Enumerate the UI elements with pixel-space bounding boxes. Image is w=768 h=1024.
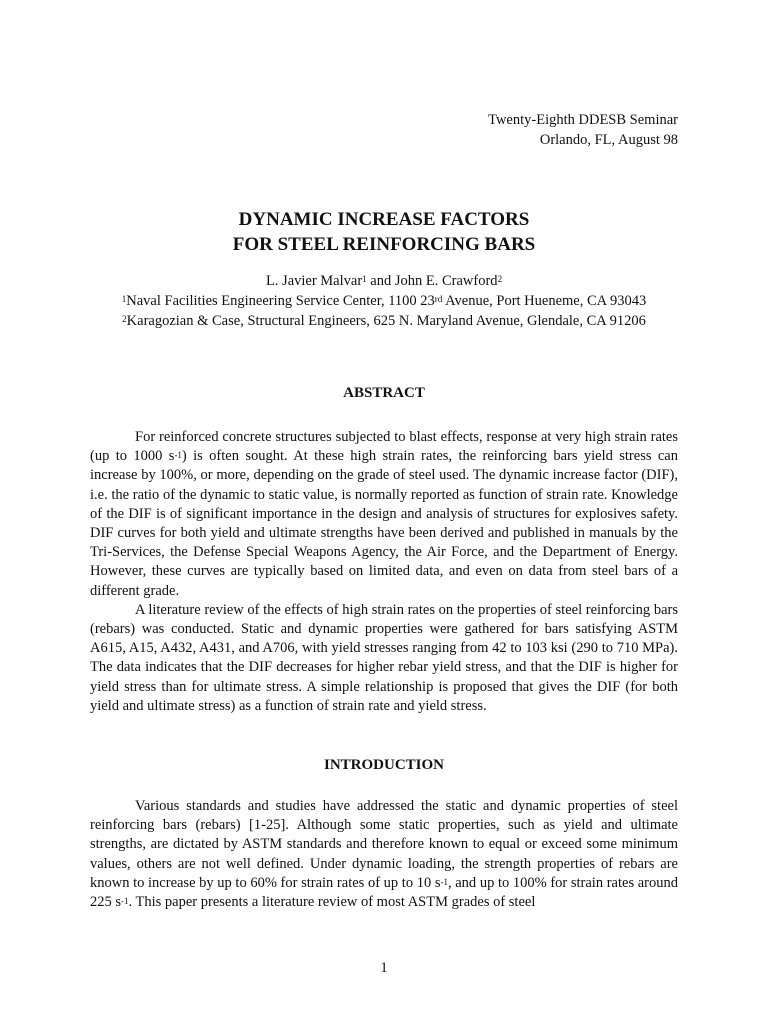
author-1-mark: 1	[362, 274, 367, 284]
abstract-p1-exponent: -1	[174, 450, 182, 461]
introduction-body	[90, 797, 678, 912]
seminar-name: Twenty-Eighth DDESB Seminar	[488, 112, 678, 128]
intro-p1-text-c: . This paper presents a literature review of most ASTM grades of steel	[128, 894, 536, 911]
author-2: John E. Crawford	[394, 273, 498, 289]
affiliation-1-text-a: Naval Facilities Engineering Service Center, 1100 23	[126, 293, 435, 309]
abstract-paragraph-1	[90, 428, 678, 601]
affiliation-1-mark: 1	[121, 294, 127, 304]
seminar-info	[488, 110, 678, 150]
affiliation-1-text-b: Avenue, Port Hueneme, CA 93043	[442, 293, 647, 309]
abstract-heading: ABSTRACT	[343, 385, 425, 401]
introduction-paragraph-1	[90, 797, 678, 912]
intro-p1-exponent-2: -1	[121, 896, 129, 907]
intro-p1-text-b: , and up to 100% for strain rates around 225 s	[90, 874, 678, 911]
affiliation-1	[0, 291, 768, 311]
intro-p1-exponent-1: -1	[440, 876, 448, 887]
author-2-mark: 2	[497, 274, 503, 284]
affiliation-2-text: Karagozian & Case, Structural Engineers, 625 N. Maryland Avenue, Glendale, CA 91206	[126, 313, 646, 329]
affiliation-2-mark: 2	[122, 314, 127, 324]
title-line-1: DYNAMIC INCREASE FACTORS	[238, 209, 530, 230]
introduction-heading: INTRODUCTION	[323, 757, 444, 773]
affiliation-2	[0, 311, 768, 331]
author-line	[0, 271, 768, 291]
abstract-paragraph-2: A literature review of the effects of high strain rates on the properties of steel reinforcing bars (rebars) was conducted. Static and dynamic properties were gathered for bars satisfying ASTM A615, A15, A432, A431, and A706, with yield stresses ranging from 42 to 103 ksi (290 to 710 MPa). The data indicates that the DIF decreases for higher rebar yield stress, and that the DIF is higher for yield stress than for ultimate stress. A simple relationship is proposed that gives the DIF (for both yield and ultimate stress) as a function of strain rate and yield stress.	[90, 601, 678, 714]
abstract-p1-text-b: ) is often sought. At these high strain rates, the reinforcing bars yield stress can increase by 100%, or more, depending on the grade of steel used. The dynamic increase factor (DIF), i.e. the ratio of the dynamic to static value, is normally reported as function of strain rate. Knowledge of the DIF is of significant importance in the design and analysis of structures for explosives safety. DIF curves for both yield and ultimate strengths have been derived and published in manuals by the Tri-Services, the Defense Special Weapons Agency, the Air Force, and the Department of Energy. However, these curves are typically based on limited data, and even on data from steel bars of a different grade.	[90, 448, 678, 599]
title-line-2: FOR STEEL REINFORCING BARS	[232, 234, 536, 255]
abstract-body	[90, 428, 678, 716]
paper-title	[0, 207, 768, 257]
author-block	[0, 271, 768, 331]
author-1: L. Javier Malvar	[265, 273, 363, 289]
author-conjunction: and	[366, 273, 395, 289]
intro-p1-text-a: Various standards and studies have addressed the static and dynamic properties of steel reinforcing bars (rebars) [1-25]. Although some static properties, such as yield and ultimate strengths, are dictated by ASTM standards and therefore known to equal or exceed some minimum values, others are not well defined. Under dynamic loading, the strength properties of rebars are known to increase by up to 60% for strain rates of up to 10 s	[90, 798, 678, 891]
page-number: 1	[380, 960, 388, 976]
seminar-location-date: Orlando, FL, August 98	[539, 132, 678, 148]
affiliation-1-ordinal: rd	[434, 294, 443, 304]
abstract-p1-text-a: For reinforced concrete structures subjected to blast effects, response at very high strain rates (up to 1000 s	[90, 429, 678, 465]
